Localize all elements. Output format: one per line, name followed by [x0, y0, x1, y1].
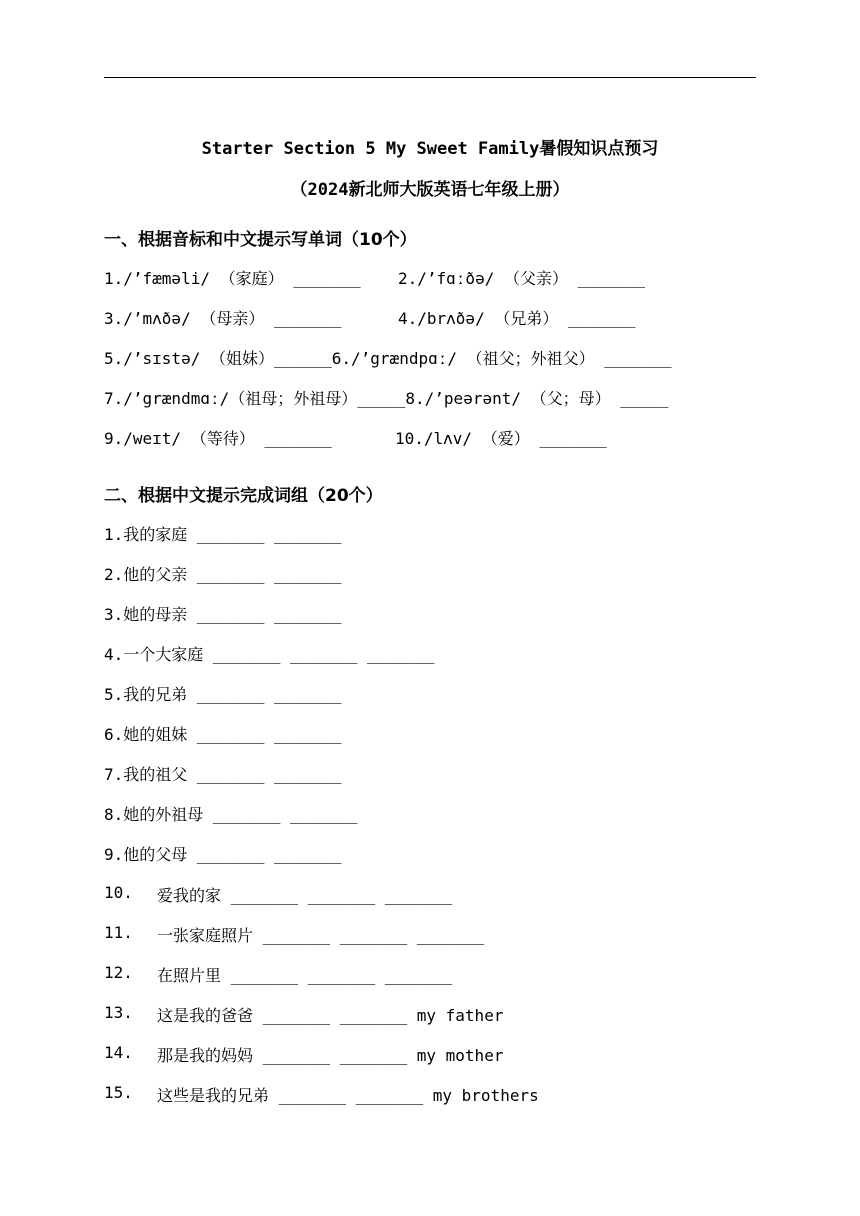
section-2-heading: 二、根据中文提示完成词组（20个）: [104, 486, 383, 506]
s2-item-15: 这些是我的兄弟 _______ _______ my brothers: [157, 1086, 539, 1105]
s2-item-12: 在照片里 _______ _______ _______: [157, 966, 453, 985]
s2-item-10: 爱我的家 _______ _______ _______: [157, 886, 453, 905]
s2-item-12-num: 12.: [104, 963, 133, 982]
page-subtitle: （2024新北师大版英语七年级上册）: [290, 180, 570, 200]
s2-item-4: 4.一个大家庭 _______ _______ _______: [104, 645, 435, 664]
s2-item-10-num: 10.: [104, 883, 133, 902]
section-1-heading: 一、根据音标和中文提示写单词（10个）: [104, 230, 417, 250]
s1-item-2: 2./’fɑːðə/ （父亲） _______: [398, 269, 646, 288]
s2-item-8: 8.她的外祖母 _______ _______: [104, 805, 358, 824]
s2-item-11-num: 11.: [104, 923, 133, 942]
s2-item-6: 6.她的姐妹 _______ _______: [104, 725, 342, 744]
s2-item-14: 那是我的妈妈 _______ _______ my mother: [157, 1046, 504, 1065]
s1-item-9: 9./weɪt/ （等待） _______: [104, 429, 342, 448]
s1-item-10: 10./lʌv/ （爱） _______: [395, 429, 607, 448]
s2-item-14-num: 14.: [104, 1043, 133, 1062]
page-title: Starter Section 5 My Sweet Family暑假知识点预习: [201, 139, 659, 159]
s1-item-1: 1./’fæməli/ （家庭） _______: [104, 269, 371, 288]
s2-item-5: 5.我的兄弟 _______ _______: [104, 685, 342, 704]
s2-item-13-num: 13.: [104, 1003, 133, 1022]
header-rule: [104, 77, 756, 78]
s2-item-1: 1.我的家庭 _______ _______: [104, 525, 342, 544]
s2-item-11: 一张家庭照片 _______ _______ _______: [157, 926, 485, 945]
s2-item-9: 9.他的父母 _______ _______: [104, 845, 342, 864]
s1-item-4: 4./brʌðə/ （兄弟） _______: [398, 309, 636, 328]
s2-item-15-num: 15.: [104, 1083, 133, 1102]
s2-item-2: 2.他的父亲 _______ _______: [104, 565, 342, 584]
s2-item-13: 这是我的爸爸 _______ _______ my father: [157, 1006, 504, 1025]
s2-item-3: 3.她的母亲 _______ _______: [104, 605, 342, 624]
s2-item-7: 7.我的祖父 _______ _______: [104, 765, 342, 784]
s1-item-5-6: 5./’sɪstə/ （姐妹）______6./’grændpɑː/ （祖父；外祖父） _______: [104, 349, 672, 368]
s1-item-3: 3./’mʌðə/ （母亲） _______: [104, 309, 352, 328]
s1-item-7-8: 7./’grændmɑː/（祖母；外祖母）_____8./’peərənt/ （父；母） _____: [104, 389, 669, 408]
